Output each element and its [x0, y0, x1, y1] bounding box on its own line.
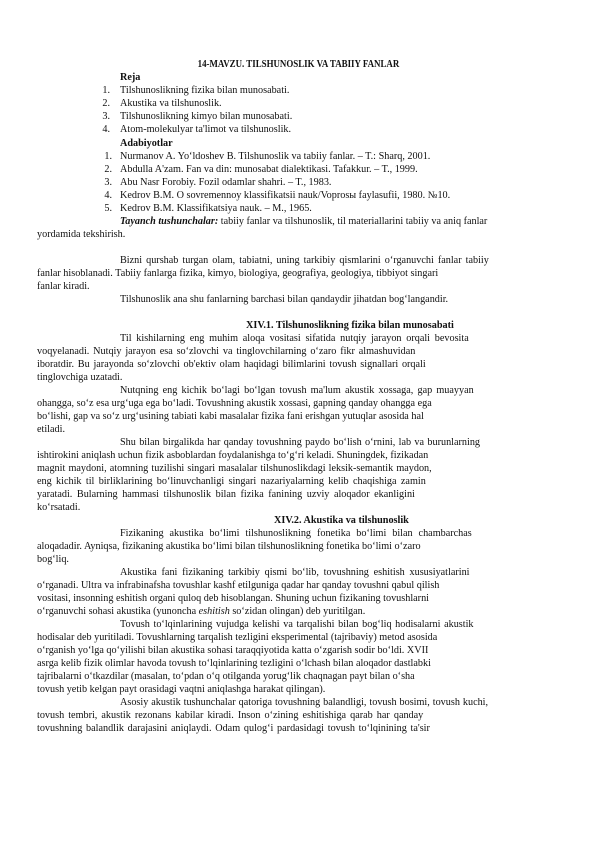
- tayanch-label: Tayanch tushunchalar:: [120, 216, 219, 227]
- list-item-number: 3.: [102, 111, 110, 122]
- emphasis-text: eshitish: [198, 606, 230, 617]
- list-item-number: 1.: [104, 151, 112, 162]
- text-line: Akustika fani fizikaning tarkibiy qismi bo‘lib, tovushning eshitish xususiyatlarini: [120, 567, 470, 578]
- list-item: Atom-molekulyar ta'limot va tilshunoslik.: [120, 124, 292, 135]
- text-line: bo‘lishi, gap va so‘z urg‘usining tabiati kabi masalalar fizika fani erishgan yutuqlar asosida hal: [37, 411, 424, 422]
- list-item: Akustika va tilshunoslik.: [120, 98, 222, 109]
- list-item-number: 3.: [104, 177, 112, 188]
- text-line: hodisalar deb yuritiladi. Tovushlarning tarqalish tezligini eksperimental (tajribaviy) metod asosida: [37, 632, 438, 643]
- text-line: Tovush to‘lqinlarining vujudga kelishi va tarqalishi bilan bog‘liq hodisalarni akustik: [120, 619, 474, 630]
- text-line: tovushning balandlik darajasini aniqlaydi. Odam qulog‘i pardasidagi tovush to‘lqinining ta'sir: [37, 723, 430, 734]
- text-line: voqyelanadi. Nutqiy jarayon esa so‘zlovchi va tinglovchilarning o‘zaro fikr almashuvidan: [37, 346, 416, 357]
- list-item-number: 2.: [102, 98, 110, 109]
- page-title: 14-MAVZU. TILSHUNOSLIK VA TABIIY FANLAR: [197, 59, 400, 70]
- text-line: tajribalarni o‘tkazdilar (masalan, to‘pdan o‘q otilganda yorug‘lik chaqnagan payt bilan o‘sha: [37, 671, 415, 682]
- text-line: vositasi, insonning eshitish organi quloq deb hisoblangan. Shuning uchun fizikaning tovushlarni: [37, 593, 429, 604]
- text-line: fanlar kiradi.: [37, 281, 90, 292]
- text-line: ohangga, so‘z esa urg‘uga ega bo‘ladi. Tovushning akustik xossasi, gapning qanday ohangga ega: [37, 398, 432, 409]
- text-line: o‘rganadi. Ultra va infrabinafsha tovushlar kashf etilguniga qadar har qanday tovushni qabul qilish: [37, 580, 440, 591]
- list-item-number: 4.: [104, 190, 112, 201]
- text-line: fanlar hisoblanadi. Tabiiy fanlarga fizika, kimyo, biologiya, geografiya, geologiya, tibbiyot singari: [37, 268, 439, 279]
- list-item: Abdulla A'zam. Fan va din: munosabat dialektikasi. Tafakkur. – T., 1999.: [120, 164, 418, 175]
- list-item: Abu Nasr Forobiy. Fozil odamlar shahri. – T., 1983.: [120, 177, 332, 188]
- list-item-number: 1.: [102, 85, 110, 96]
- intro-paragraph-2: Tilshunoslik ana shu fanlarning barchasi bilan qandaydir jihatdan bog‘langandir.: [120, 294, 449, 305]
- list-item: Kedrov B.M. O sovremennoy klassifikatsii nauk/Voprosы faylasufii, 1980. №10.: [120, 190, 451, 201]
- text-line: Bizni qurshab turgan olam, tabiatni, uning tarkibiy qismlarini o‘rganuvchi fanlar tabiiy: [120, 255, 489, 266]
- text-line: aloqadadir. Ayniqsa, fizikaning akustika bo‘limi bilan tilshunoslikning fonetika bo‘limi o‘zaro: [37, 541, 421, 552]
- text-line: Nutqning eng kichik bo‘lagi bo‘lgan tovush ma'lum akustik xossaga, gap muayyan: [120, 385, 474, 396]
- section-heading: XIV.2. Akustika va tilshunoslik: [274, 515, 409, 526]
- text-line: ko‘rsatadi.: [37, 502, 81, 513]
- list-item-number: 2.: [104, 164, 112, 175]
- text-line: yaratadi. Bularning hammasi tilshunoslik bilan fizika fanining uzviy aloqador ekanligini: [37, 489, 415, 500]
- text-line: Shu bilan birgalikda har qanday tovushning paydo bo‘lish o‘rnini, lab va burunlarning: [120, 437, 481, 448]
- list-item: Tilshunoslikning fizika bilan munosabati.: [120, 85, 290, 96]
- list-item-number: 4.: [102, 124, 110, 135]
- text-line: ishtirokini aniqlash uchun fizik asboblardan foydalanishga to‘g‘ri keladi. Shuningdek, fizikadan: [37, 450, 429, 461]
- text-line: eng kichik til birliklarining bo‘linuvchanligi singari nazariyalarning kelib chaqishiga zamin: [37, 476, 426, 487]
- text-line: bog‘liq.: [37, 554, 69, 565]
- list-item-number: 5.: [104, 203, 112, 214]
- tayanch-line: [120, 215, 559, 228]
- text-line: Til kishilarning eng muhim aloqa vositasi sifatida nutqiy jarayon orqali bevosita: [120, 333, 469, 344]
- list-item: Kedrov B.M. Klassifikatsiya nauk. – M., 1965.: [120, 203, 312, 214]
- text-line: asrga kelib fizik olimlar havoda tovush to‘lqinlarining tezligini o‘lchash bilan aloqador dastlabki: [37, 658, 431, 669]
- reja-heading: Reja: [120, 72, 141, 83]
- list-item: Nurmanov A. Yo‘ldoshev B. Tilshunoslik va tabiiy fanlar. – T.: Sharq, 2001.: [120, 151, 431, 162]
- adabiyotlar-heading: Adabiyotlar: [120, 138, 173, 149]
- text-line: Asosiy akustik tushunchalar qatoriga tovushning balandligi, tovush bosimi, tovush kuchi,: [120, 697, 489, 708]
- text-line: tovush yetib kelgan payt orasidagi vaqtni aniqlashga harakat qilingan).: [37, 684, 326, 695]
- text-segment: so‘zidan olingan) deb yuritilgan.: [229, 606, 366, 617]
- text-line: iboratdir. Bu jarayonda so‘zlovchi ob'ektiv olam haqidagi bilimlarini tovush signallari orqali: [37, 359, 426, 370]
- text-line: tinglovchiga uzatadi.: [37, 372, 123, 383]
- text-line: etiladi.: [37, 424, 66, 435]
- list-item: Tilshunoslikning kimyo bilan munosabati.: [120, 111, 293, 122]
- text-segment: o‘rganuvchi sohasi akustika (yunoncha: [37, 606, 199, 617]
- text-line: tovush tembri, akustik rezonans kabilar kiradi. Inson o‘zining eshitishiga qarab har qanday: [37, 710, 424, 721]
- text-line: [37, 605, 365, 618]
- tayanch-line-2: yordamida tekshirish.: [37, 229, 126, 240]
- text-line: o‘rganish yo‘lga qo‘yilishi bilan akustika sohasi taraqqiyotida katta o‘zgarish sodir bo‘ldi. XVII: [37, 645, 429, 656]
- text-line: Fizikaning akustika bo‘limi tilshunoslikning fonetika bo‘limi bilan chambarchas: [120, 528, 472, 539]
- text-line: magnit maydoni, atomning tuzilishi singari masalalar tilshunoslikdagi leksik-semantik maydon,: [37, 463, 432, 474]
- tayanch-text: tabiiy fanlar va tilshunoslik, til materiallarini tabiiy va aniq fanlar: [218, 216, 488, 227]
- section-heading: XIV.1. Tilshunoslikning fizika bilan munosabati: [246, 320, 454, 331]
